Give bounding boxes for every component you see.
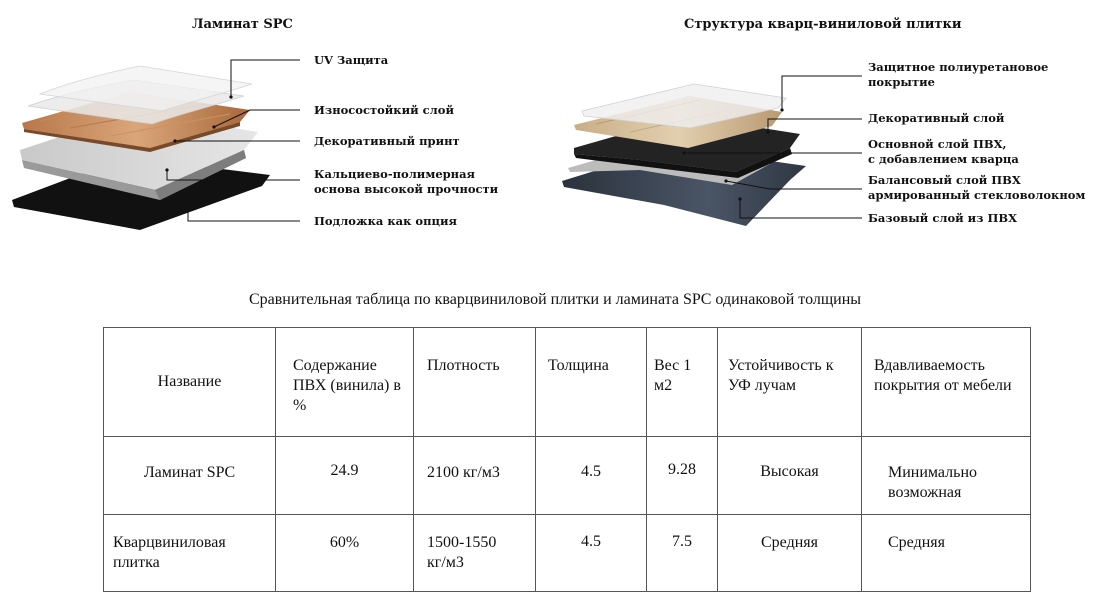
callout-label-line2: армированный стекловолокном: [868, 188, 1086, 202]
callout-label-line2: покрытие: [868, 75, 935, 89]
left-callout-core: [314, 167, 498, 197]
table-cell: [104, 515, 276, 592]
callout-label: Кальциево-полимерная: [314, 167, 476, 181]
header-name: Название: [157, 373, 222, 390]
header-cell: [536, 328, 647, 437]
table-header-row: [104, 328, 1031, 437]
header-uv-resistance: Устойчивость к УФ лучам: [728, 357, 834, 394]
right-diagram-title: Структура кварц-виниловой плитки: [684, 17, 962, 32]
row-name: Кварцвиниловая плитка: [113, 534, 226, 571]
callout-label: Базовый слой из ПВХ: [868, 211, 1018, 225]
table-cell: [276, 437, 414, 515]
header-density: Плотность: [427, 357, 500, 374]
callout-label-line2: основа высокой прочности: [314, 182, 499, 196]
right-callout-base: [868, 211, 1017, 226]
row-name: Ламинат SPC: [143, 464, 236, 481]
comparison-table: [103, 327, 1031, 592]
callout-label: Основной слой ПВХ,: [868, 137, 1007, 151]
table-caption: Сравнительная таблица по кварцвиниловой плитки и ламината SPC одинаковой толщины: [248, 291, 862, 308]
table-cell: [718, 515, 862, 592]
callout-label: Защитное полиуретановое: [868, 60, 1049, 74]
header-cell: [718, 328, 862, 437]
callout-label: Балансовый слой ПВХ: [868, 173, 1021, 187]
row-weight: 9.28: [668, 461, 696, 478]
left-callout-decor-print: [314, 134, 460, 149]
right-callout-pu-coating: [868, 60, 1048, 90]
table-cell: [862, 515, 1031, 592]
callout-label: Износостойкий слой: [314, 103, 454, 117]
row-indentation: Средняя: [888, 534, 945, 551]
header-cell: [276, 328, 414, 437]
right-callout-decor: [868, 111, 1004, 126]
header-thickness: Толщина: [548, 357, 609, 374]
row-thickness: 4.5: [581, 533, 601, 550]
table-cell: [414, 515, 536, 592]
row-uv-resistance: Средняя: [761, 534, 818, 551]
left-callout-uv: [314, 53, 388, 68]
header-cell: [862, 328, 1031, 437]
callout-label: UV Защита: [314, 53, 389, 67]
header-cell: [414, 328, 536, 437]
row-density: 1500-1550 кг/м3: [427, 534, 497, 571]
left-diagram-title: Ламинат SPC: [192, 17, 293, 32]
header-weight: Вес 1 м2: [654, 357, 692, 394]
row-pvc-content: 24.9: [330, 462, 359, 479]
callout-label: Декоративный принт: [314, 134, 460, 148]
table-cell: [104, 437, 276, 515]
table-cell: [536, 515, 647, 592]
left-callout-wear-layer: [314, 103, 454, 118]
row-indentation: Минимально возможная: [888, 464, 978, 501]
left-callout-underlay: [314, 214, 457, 229]
row-density: 2100 кг/м3: [427, 464, 500, 481]
table-cell: [647, 437, 718, 515]
header-indentation: Вдавливаемость покрытия от мебели: [874, 357, 1012, 394]
header-cell: [647, 328, 718, 437]
callout-label: Подложка как опция: [314, 214, 458, 228]
table-cell: [718, 437, 862, 515]
row-pvc-content: 60%: [329, 534, 360, 551]
table-cell: [862, 437, 1031, 515]
table-row: [104, 437, 1031, 515]
table-cell: [536, 437, 647, 515]
row-weight: 7.5: [672, 533, 692, 550]
right-callout-core: [868, 137, 1019, 167]
callout-label: Декоративный слой: [868, 111, 1005, 125]
header-pvc-content: Содержание ПВХ (винила) в %: [293, 357, 401, 414]
row-uv-resistance: Высокая: [760, 463, 819, 480]
header-cell: [104, 328, 276, 437]
right-callout-balance: [868, 173, 1085, 203]
table-cell: [647, 515, 718, 592]
table-cell: [414, 437, 536, 515]
row-thickness: 4.5: [581, 463, 601, 480]
callout-label-line2: с добавлением кварца: [868, 152, 1019, 166]
table-cell: [276, 515, 414, 592]
table-row: [104, 515, 1031, 592]
